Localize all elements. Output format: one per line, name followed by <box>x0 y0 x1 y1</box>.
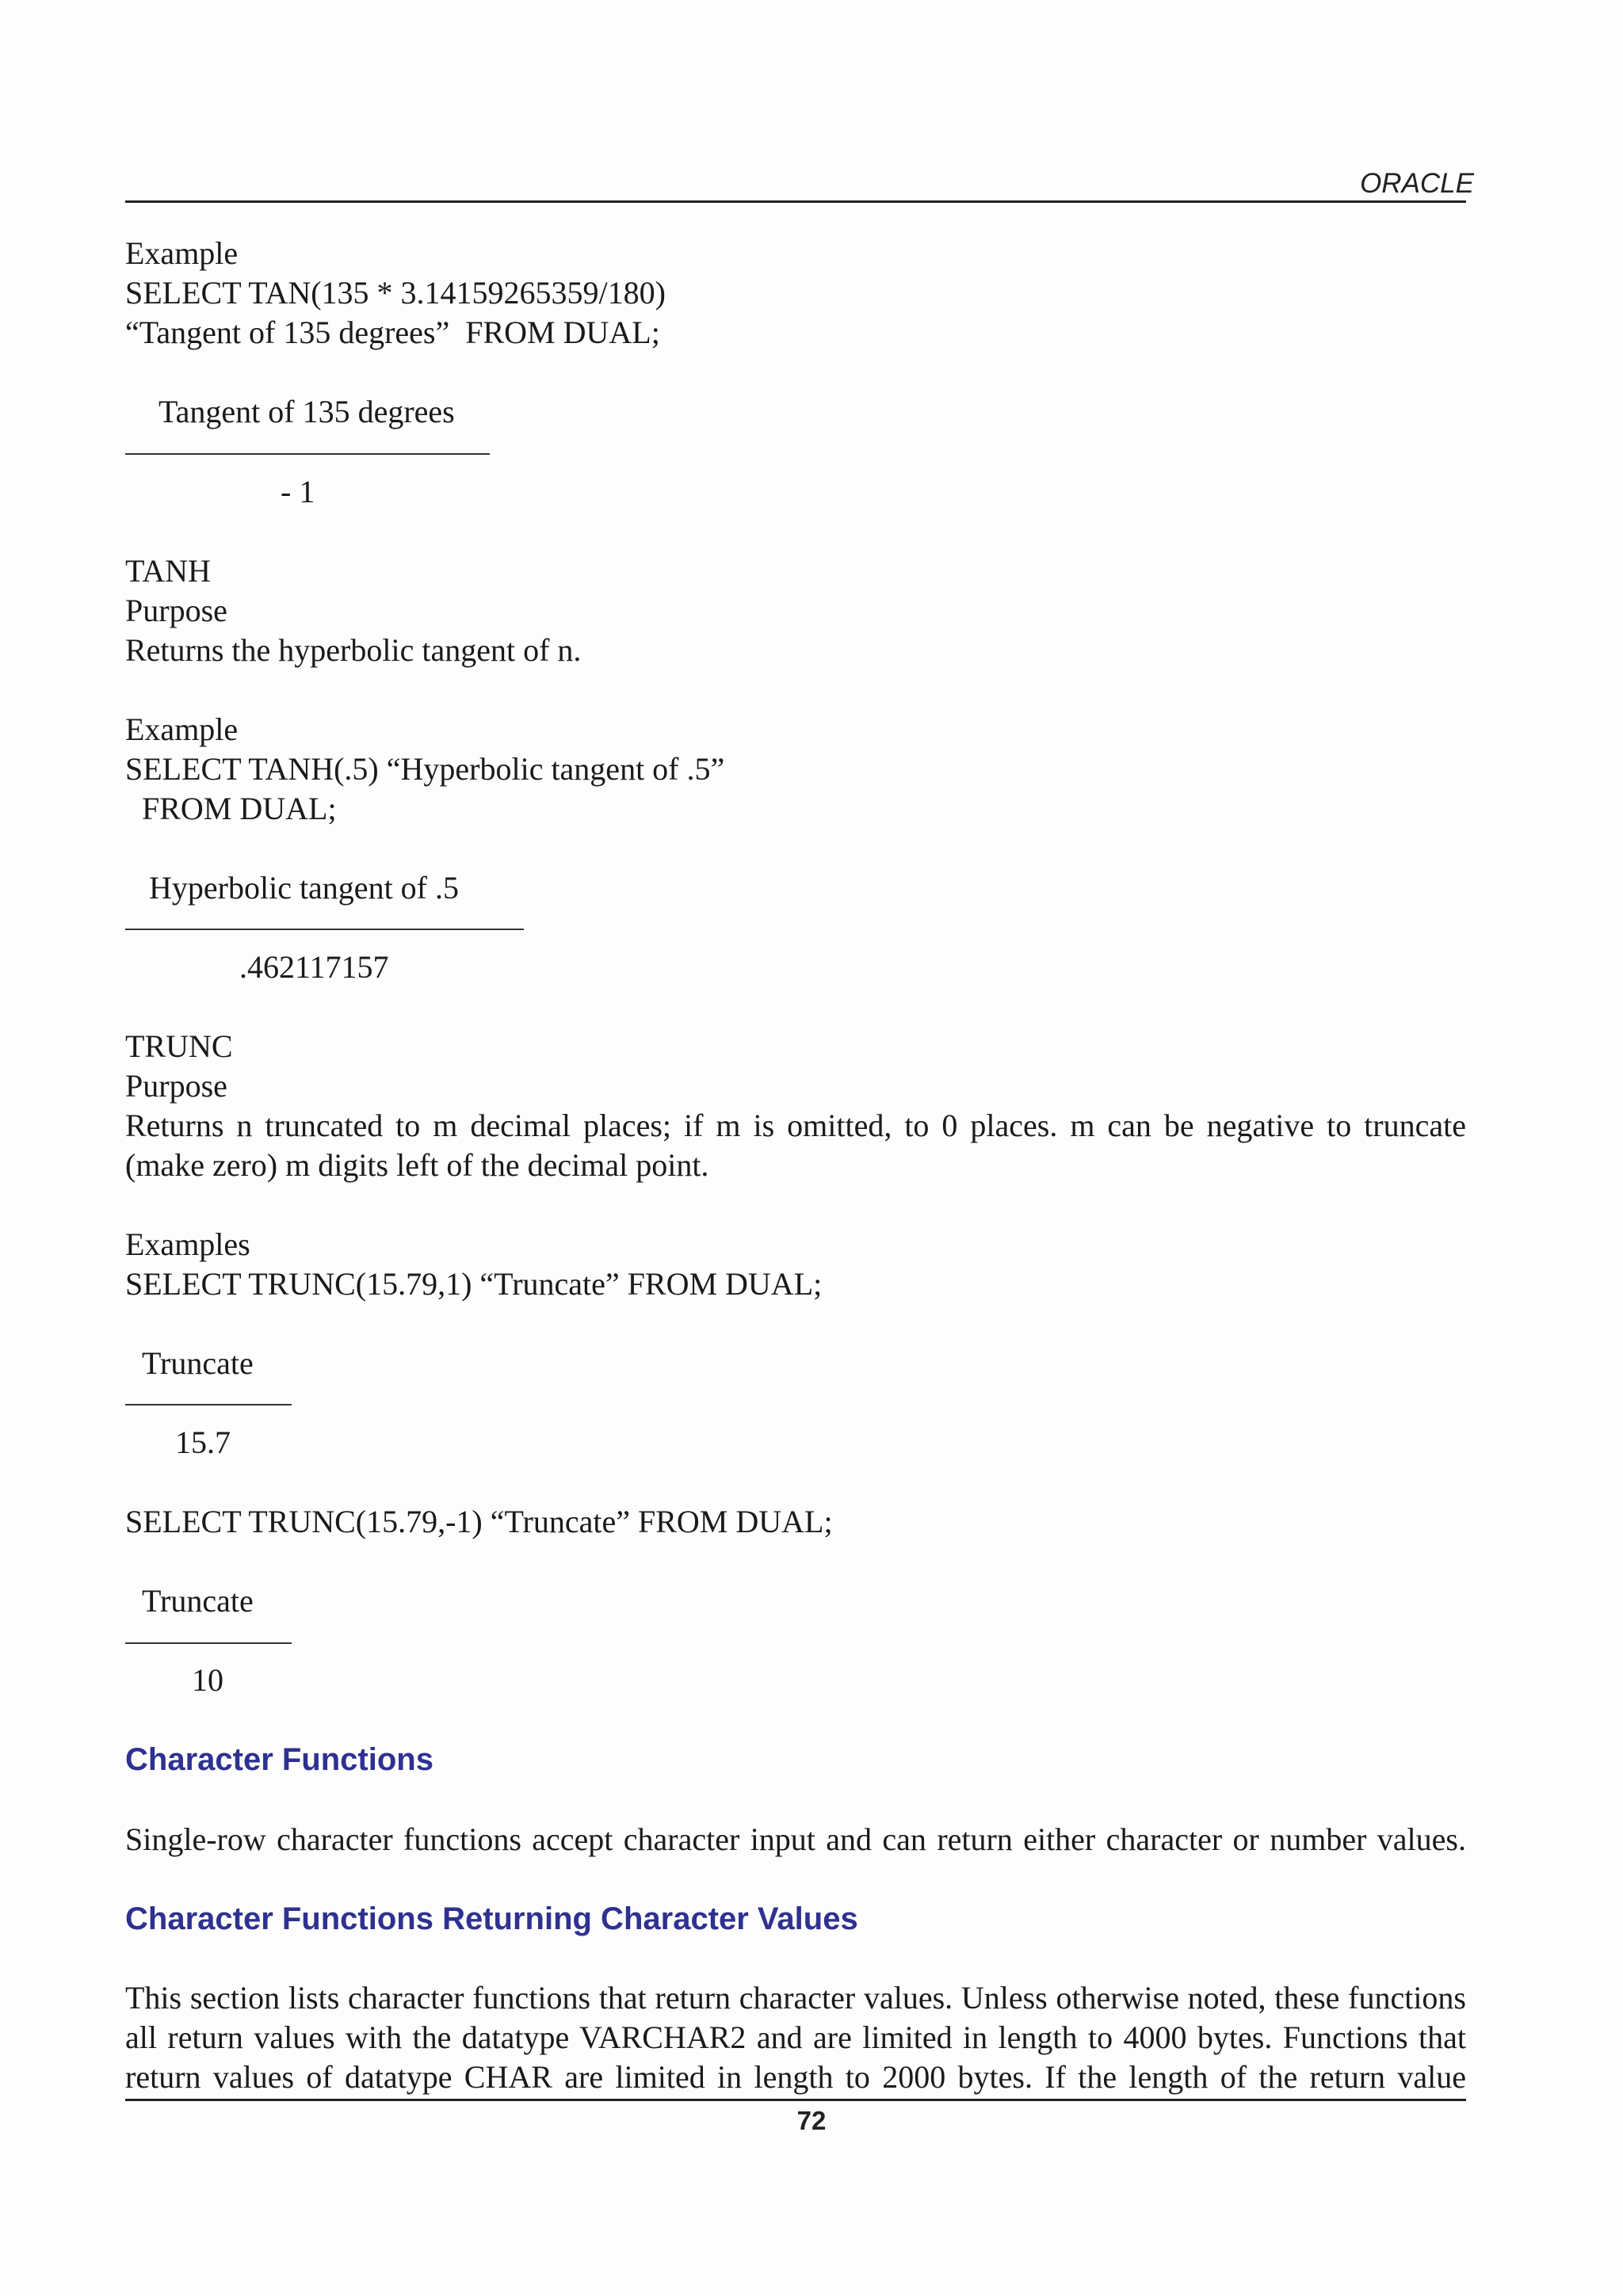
trunc-query1: SELECT TRUNC(15.79,1) “Truncate” FROM DUAL; <box>125 1266 823 1302</box>
running-header: ORACLE <box>1360 168 1474 199</box>
page-number: 72 <box>796 2106 827 2135</box>
char-returning-char-line1: This section lists character functions that return character values. Unless otherwise noted, these functions <box>125 1980 1466 2016</box>
tanh-purpose-label: Purpose <box>125 593 227 628</box>
tan-example-label: Example <box>125 235 239 271</box>
tanh-query-line1: SELECT TANH(.5) “Hyperbolic tangent of .5” <box>125 751 725 787</box>
tan-query-line2: “Tangent of 135 degrees” FROM DUAL; <box>125 315 660 350</box>
trunc-column-underline1 <box>125 1404 292 1405</box>
character-functions-intro: Single-row character functions accept character input and can return either character or number values. <box>125 1821 1466 1857</box>
trunc-result1: 15.7 <box>175 1425 231 1460</box>
trunc-column-underline2 <box>125 1642 292 1644</box>
trunc-column-header1: Truncate <box>142 1345 254 1381</box>
char-returning-char-line2: all return values with the datatype VARCHAR2 and are limited in length to 4000 bytes. Functions that <box>125 2019 1466 2055</box>
trunc-purpose-line2: (make zero) m digits left of the decimal point. <box>125 1147 709 1183</box>
trunc-purpose-line1: Returns n truncated to m decimal places; if m is omitted, to 0 places. m can be negative to truncate <box>125 1108 1466 1143</box>
trunc-query2: SELECT TRUNC(15.79,-1) “Truncate” FROM DUAL; <box>125 1504 833 1539</box>
trunc-title: TRUNC <box>125 1028 233 1064</box>
tan-column-underline <box>125 453 490 455</box>
tanh-title: TANH <box>125 553 211 589</box>
tanh-column-header: Hyperbolic tangent of .5 <box>149 870 459 906</box>
trunc-column-header2: Truncate <box>142 1583 254 1619</box>
section-heading-char-returning-char: Character Functions Returning Character Values <box>125 1901 858 1936</box>
section-heading-character-functions: Character Functions <box>125 1742 433 1777</box>
trunc-result2: 10 <box>192 1662 223 1698</box>
trunc-purpose-label: Purpose <box>125 1068 227 1104</box>
tanh-result: .462117157 <box>239 949 389 985</box>
tanh-column-underline <box>125 929 524 930</box>
header-rule <box>125 200 1466 203</box>
trunc-examples-label: Examples <box>125 1226 250 1262</box>
tanh-example-label: Example <box>125 711 239 747</box>
tan-result: - 1 <box>281 474 315 509</box>
footer-rule <box>125 2099 1466 2101</box>
tan-column-header: Tangent of 135 degrees <box>158 394 455 429</box>
char-returning-char-line3: return values of datatype CHAR are limited in length to 2000 bytes. If the length of the return value <box>125 2059 1466 2095</box>
tanh-purpose-text: Returns the hyperbolic tangent of n. <box>125 632 582 668</box>
tan-query-line1: SELECT TAN(135 * 3.14159265359/180) <box>125 275 666 311</box>
tanh-query-line2: FROM DUAL; <box>142 791 337 826</box>
